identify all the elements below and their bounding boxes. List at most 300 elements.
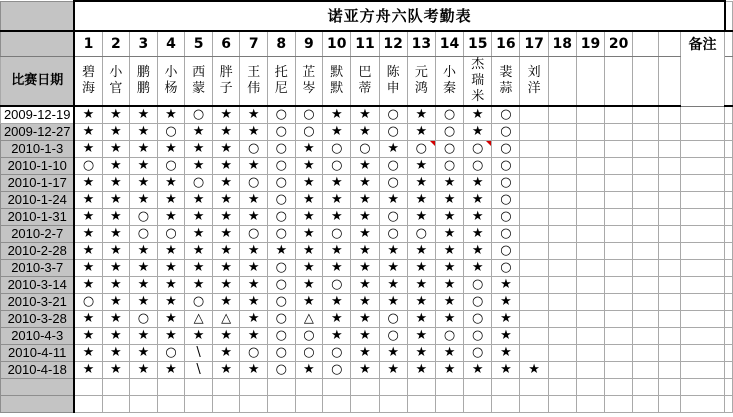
attendance-mark[interactable]: ★ bbox=[379, 259, 407, 276]
attendance-mark[interactable]: ★ bbox=[157, 242, 185, 259]
attendance-mark[interactable]: ★ bbox=[295, 140, 323, 157]
attendance-mark[interactable]: ★ bbox=[407, 310, 435, 327]
attendance-mark[interactable]: ★ bbox=[492, 276, 520, 293]
attendance-mark[interactable]: ★ bbox=[185, 242, 213, 259]
attendance-mark[interactable]: ○ bbox=[464, 140, 492, 157]
player-name-cell[interactable] bbox=[351, 56, 379, 106]
attendance-mark[interactable] bbox=[548, 242, 576, 259]
attendance-mark[interactable]: ★ bbox=[351, 276, 379, 293]
attendance-mark[interactable]: ○ bbox=[492, 208, 520, 225]
attendance-mark[interactable]: ○ bbox=[492, 157, 520, 174]
row-header-cell[interactable] bbox=[1, 1, 75, 31]
attendance-mark[interactable]: ★ bbox=[407, 327, 435, 344]
attendance-mark[interactable] bbox=[605, 140, 633, 157]
cell[interactable] bbox=[464, 378, 492, 395]
attendance-mark[interactable]: ○ bbox=[268, 259, 296, 276]
remark-cell[interactable] bbox=[680, 191, 725, 208]
attendance-mark[interactable]: ○ bbox=[295, 106, 323, 123]
attendance-mark[interactable] bbox=[520, 259, 548, 276]
cell[interactable] bbox=[725, 1, 733, 31]
attendance-mark[interactable]: ○ bbox=[435, 327, 463, 344]
column-number[interactable]: 14 bbox=[435, 31, 463, 56]
attendance-mark[interactable]: ★ bbox=[407, 174, 435, 191]
attendance-mark[interactable]: ★ bbox=[295, 157, 323, 174]
cell[interactable] bbox=[658, 395, 680, 412]
attendance-mark[interactable]: ★ bbox=[102, 293, 130, 310]
cell[interactable] bbox=[464, 395, 492, 412]
cell[interactable] bbox=[633, 225, 658, 242]
attendance-mark[interactable]: ○ bbox=[295, 327, 323, 344]
attendance-mark[interactable]: ★ bbox=[351, 123, 379, 140]
player-name-cell[interactable] bbox=[157, 56, 185, 106]
attendance-mark[interactable]: \ bbox=[185, 344, 213, 361]
attendance-mark[interactable]: ★ bbox=[185, 123, 213, 140]
attendance-mark[interactable]: ★ bbox=[379, 293, 407, 310]
cell[interactable] bbox=[576, 378, 604, 395]
cell[interactable] bbox=[658, 293, 680, 310]
attendance-mark[interactable]: ★ bbox=[212, 208, 240, 225]
attendance-mark[interactable]: ★ bbox=[185, 276, 213, 293]
player-name-cell[interactable] bbox=[576, 56, 604, 106]
cell[interactable] bbox=[633, 174, 658, 191]
player-name-cell[interactable] bbox=[268, 56, 296, 106]
cell[interactable] bbox=[633, 276, 658, 293]
cell[interactable] bbox=[658, 378, 680, 395]
cell[interactable] bbox=[658, 276, 680, 293]
attendance-mark[interactable] bbox=[548, 157, 576, 174]
cell[interactable] bbox=[725, 157, 733, 174]
attendance-mark[interactable]: ★ bbox=[157, 191, 185, 208]
attendance-mark[interactable]: ★ bbox=[240, 123, 268, 140]
attendance-mark[interactable] bbox=[548, 259, 576, 276]
attendance-mark[interactable]: ★ bbox=[295, 242, 323, 259]
row-header-cell[interactable] bbox=[1, 378, 75, 395]
attendance-mark[interactable]: ★ bbox=[130, 106, 158, 123]
attendance-mark[interactable] bbox=[520, 208, 548, 225]
attendance-mark[interactable] bbox=[605, 344, 633, 361]
cell[interactable] bbox=[725, 174, 733, 191]
cell[interactable] bbox=[576, 395, 604, 412]
attendance-mark[interactable] bbox=[548, 276, 576, 293]
attendance-mark[interactable]: ○ bbox=[492, 174, 520, 191]
attendance-mark[interactable] bbox=[605, 208, 633, 225]
cell[interactable] bbox=[658, 106, 680, 123]
attendance-mark[interactable]: ★ bbox=[435, 191, 463, 208]
remark-cell[interactable] bbox=[680, 242, 725, 259]
attendance-mark[interactable]: ○ bbox=[323, 140, 351, 157]
attendance-mark[interactable]: ★ bbox=[351, 361, 379, 378]
attendance-mark[interactable] bbox=[576, 140, 604, 157]
attendance-mark[interactable] bbox=[520, 276, 548, 293]
column-number[interactable]: 6 bbox=[212, 31, 240, 56]
column-number[interactable]: 3 bbox=[130, 31, 158, 56]
cell[interactable] bbox=[658, 225, 680, 242]
attendance-mark[interactable] bbox=[576, 174, 604, 191]
attendance-mark[interactable]: ○ bbox=[185, 106, 213, 123]
cell[interactable] bbox=[658, 31, 680, 56]
attendance-mark[interactable]: ★ bbox=[157, 208, 185, 225]
column-number[interactable]: 4 bbox=[157, 31, 185, 56]
cell[interactable] bbox=[379, 395, 407, 412]
attendance-mark[interactable]: ★ bbox=[74, 174, 102, 191]
attendance-mark[interactable] bbox=[576, 293, 604, 310]
attendance-mark[interactable]: ★ bbox=[351, 191, 379, 208]
cell[interactable] bbox=[680, 395, 725, 412]
attendance-mark[interactable] bbox=[605, 293, 633, 310]
cell[interactable] bbox=[633, 293, 658, 310]
attendance-mark[interactable] bbox=[520, 174, 548, 191]
attendance-mark[interactable]: ○ bbox=[323, 157, 351, 174]
attendance-mark[interactable] bbox=[548, 140, 576, 157]
attendance-mark[interactable] bbox=[548, 191, 576, 208]
cell[interactable] bbox=[725, 106, 733, 123]
attendance-mark[interactable]: ○ bbox=[74, 157, 102, 174]
attendance-mark[interactable]: ★ bbox=[74, 259, 102, 276]
attendance-mark[interactable]: ★ bbox=[323, 208, 351, 225]
attendance-mark[interactable]: ★ bbox=[464, 106, 492, 123]
attendance-mark[interactable]: ★ bbox=[435, 259, 463, 276]
attendance-mark[interactable]: ★ bbox=[351, 174, 379, 191]
attendance-mark[interactable]: ★ bbox=[295, 191, 323, 208]
attendance-mark[interactable]: ★ bbox=[407, 191, 435, 208]
cell[interactable] bbox=[658, 191, 680, 208]
attendance-mark[interactable] bbox=[576, 259, 604, 276]
attendance-mark[interactable]: ★ bbox=[492, 310, 520, 327]
cell[interactable] bbox=[548, 378, 576, 395]
attendance-mark[interactable]: ★ bbox=[351, 242, 379, 259]
cell[interactable] bbox=[605, 378, 633, 395]
attendance-mark[interactable]: ★ bbox=[212, 225, 240, 242]
player-name-cell[interactable] bbox=[407, 56, 435, 106]
attendance-mark[interactable]: ★ bbox=[435, 293, 463, 310]
cell[interactable] bbox=[212, 378, 240, 395]
match-date[interactable]: 2010-1-10 bbox=[1, 157, 75, 174]
cell[interactable] bbox=[351, 378, 379, 395]
attendance-mark[interactable]: ★ bbox=[492, 327, 520, 344]
cell[interactable] bbox=[725, 361, 733, 378]
attendance-mark[interactable]: ★ bbox=[185, 327, 213, 344]
attendance-mark[interactable] bbox=[605, 174, 633, 191]
cell[interactable] bbox=[633, 327, 658, 344]
cell[interactable] bbox=[725, 242, 733, 259]
attendance-mark[interactable]: ○ bbox=[268, 208, 296, 225]
cell[interactable] bbox=[212, 395, 240, 412]
cell[interactable] bbox=[74, 395, 102, 412]
cell[interactable] bbox=[102, 378, 130, 395]
column-number[interactable]: 20 bbox=[605, 31, 633, 56]
attendance-mark[interactable]: ★ bbox=[212, 259, 240, 276]
attendance-mark[interactable]: ○ bbox=[492, 106, 520, 123]
attendance-mark[interactable]: ★ bbox=[323, 191, 351, 208]
attendance-mark[interactable]: ○ bbox=[435, 140, 463, 157]
column-number[interactable]: 12 bbox=[379, 31, 407, 56]
attendance-mark[interactable]: ★ bbox=[295, 361, 323, 378]
attendance-mark[interactable] bbox=[520, 140, 548, 157]
attendance-mark[interactable]: ★ bbox=[102, 327, 130, 344]
attendance-mark[interactable]: ★ bbox=[212, 157, 240, 174]
attendance-mark[interactable]: ★ bbox=[240, 191, 268, 208]
attendance-mark[interactable]: ★ bbox=[464, 361, 492, 378]
cell[interactable] bbox=[633, 31, 658, 56]
cell[interactable] bbox=[633, 191, 658, 208]
attendance-mark[interactable] bbox=[605, 310, 633, 327]
cell[interactable] bbox=[185, 395, 213, 412]
attendance-mark[interactable]: ★ bbox=[295, 293, 323, 310]
attendance-mark[interactable]: ○ bbox=[464, 157, 492, 174]
cell[interactable] bbox=[725, 276, 733, 293]
attendance-mark[interactable]: ○ bbox=[464, 344, 492, 361]
attendance-mark[interactable]: ★ bbox=[407, 123, 435, 140]
attendance-mark[interactable] bbox=[520, 106, 548, 123]
cell[interactable] bbox=[725, 378, 733, 395]
column-number[interactable]: 10 bbox=[323, 31, 351, 56]
attendance-mark[interactable]: ★ bbox=[185, 157, 213, 174]
attendance-mark[interactable] bbox=[548, 106, 576, 123]
attendance-mark[interactable]: ★ bbox=[407, 344, 435, 361]
cell[interactable] bbox=[520, 395, 548, 412]
attendance-mark[interactable]: ★ bbox=[185, 259, 213, 276]
remark-cell[interactable] bbox=[680, 344, 725, 361]
attendance-mark[interactable]: ★ bbox=[157, 310, 185, 327]
attendance-mark[interactable]: ★ bbox=[435, 225, 463, 242]
sheet-title[interactable]: 诺亚方舟六队考勤表 bbox=[74, 1, 724, 31]
attendance-mark[interactable]: ★ bbox=[407, 208, 435, 225]
attendance-mark[interactable]: ★ bbox=[323, 106, 351, 123]
attendance-mark[interactable]: ★ bbox=[464, 174, 492, 191]
attendance-mark[interactable] bbox=[576, 242, 604, 259]
attendance-mark[interactable]: ★ bbox=[74, 361, 102, 378]
attendance-mark[interactable] bbox=[576, 123, 604, 140]
attendance-mark[interactable]: ○ bbox=[464, 327, 492, 344]
attendance-mark[interactable] bbox=[520, 344, 548, 361]
player-name-cell[interactable] bbox=[520, 56, 548, 106]
attendance-mark[interactable] bbox=[605, 276, 633, 293]
attendance-mark[interactable]: ★ bbox=[212, 276, 240, 293]
attendance-mark[interactable]: ○ bbox=[157, 123, 185, 140]
cell[interactable] bbox=[548, 395, 576, 412]
player-name-cell[interactable] bbox=[74, 56, 102, 106]
cell[interactable] bbox=[295, 378, 323, 395]
match-date[interactable]: 2010-4-11 bbox=[1, 344, 75, 361]
match-date[interactable]: 2010-4-3 bbox=[1, 327, 75, 344]
attendance-mark[interactable]: ★ bbox=[157, 259, 185, 276]
player-name-cell[interactable] bbox=[435, 56, 463, 106]
column-number[interactable]: 7 bbox=[240, 31, 268, 56]
cell[interactable] bbox=[633, 259, 658, 276]
attendance-mark[interactable] bbox=[605, 327, 633, 344]
attendance-mark[interactable]: ○ bbox=[492, 242, 520, 259]
attendance-mark[interactable]: ○ bbox=[379, 225, 407, 242]
attendance-mark[interactable]: ★ bbox=[351, 293, 379, 310]
attendance-mark[interactable] bbox=[576, 344, 604, 361]
match-date[interactable]: 2010-3-21 bbox=[1, 293, 75, 310]
attendance-mark[interactable]: ★ bbox=[130, 293, 158, 310]
attendance-mark[interactable]: ★ bbox=[157, 327, 185, 344]
attendance-mark[interactable]: ★ bbox=[157, 140, 185, 157]
cell[interactable] bbox=[658, 361, 680, 378]
column-number[interactable]: 16 bbox=[492, 31, 520, 56]
attendance-mark[interactable]: ★ bbox=[74, 191, 102, 208]
attendance-mark[interactable]: ○ bbox=[435, 106, 463, 123]
attendance-mark[interactable]: ○ bbox=[268, 140, 296, 157]
attendance-mark[interactable]: ★ bbox=[464, 123, 492, 140]
attendance-mark[interactable] bbox=[576, 361, 604, 378]
cell[interactable] bbox=[633, 140, 658, 157]
match-date[interactable]: 2009-12-27 bbox=[1, 123, 75, 140]
cell[interactable] bbox=[725, 344, 733, 361]
attendance-mark[interactable]: ★ bbox=[323, 327, 351, 344]
attendance-mark[interactable]: ○ bbox=[492, 191, 520, 208]
attendance-mark[interactable]: ★ bbox=[102, 208, 130, 225]
cell[interactable] bbox=[725, 123, 733, 140]
attendance-mark[interactable] bbox=[548, 174, 576, 191]
cell[interactable] bbox=[725, 395, 733, 412]
player-name-cell[interactable] bbox=[102, 56, 130, 106]
attendance-mark[interactable]: ○ bbox=[379, 106, 407, 123]
attendance-mark[interactable] bbox=[520, 327, 548, 344]
attendance-mark[interactable]: ★ bbox=[435, 208, 463, 225]
attendance-mark[interactable]: ★ bbox=[102, 259, 130, 276]
attendance-mark[interactable]: ○ bbox=[268, 276, 296, 293]
column-number[interactable]: 15 bbox=[464, 31, 492, 56]
attendance-mark[interactable]: ○ bbox=[240, 140, 268, 157]
attendance-mark[interactable]: ★ bbox=[464, 208, 492, 225]
attendance-mark[interactable] bbox=[548, 293, 576, 310]
attendance-mark[interactable]: \ bbox=[185, 361, 213, 378]
cell[interactable] bbox=[680, 378, 725, 395]
cell[interactable] bbox=[605, 395, 633, 412]
attendance-mark[interactable]: ★ bbox=[240, 259, 268, 276]
attendance-mark[interactable]: ○ bbox=[268, 344, 296, 361]
player-name-cell[interactable] bbox=[464, 56, 492, 106]
cell[interactable] bbox=[725, 56, 733, 106]
attendance-mark[interactable]: ★ bbox=[351, 259, 379, 276]
player-name-cell[interactable] bbox=[130, 56, 158, 106]
attendance-mark[interactable]: ○ bbox=[492, 259, 520, 276]
cell[interactable] bbox=[725, 31, 733, 56]
attendance-mark[interactable] bbox=[548, 344, 576, 361]
attendance-mark[interactable]: ○ bbox=[185, 293, 213, 310]
player-name-cell[interactable] bbox=[605, 56, 633, 106]
attendance-mark[interactable] bbox=[548, 327, 576, 344]
attendance-mark[interactable]: ★ bbox=[130, 276, 158, 293]
player-name-cell[interactable] bbox=[240, 56, 268, 106]
attendance-mark[interactable]: ★ bbox=[464, 225, 492, 242]
cell[interactable] bbox=[520, 378, 548, 395]
attendance-mark[interactable]: ○ bbox=[323, 225, 351, 242]
match-date[interactable]: 2010-2-28 bbox=[1, 242, 75, 259]
cell[interactable] bbox=[633, 344, 658, 361]
attendance-mark[interactable]: ○ bbox=[268, 225, 296, 242]
attendance-mark[interactable]: ★ bbox=[268, 242, 296, 259]
attendance-mark[interactable]: ○ bbox=[268, 327, 296, 344]
attendance-mark[interactable]: ★ bbox=[74, 242, 102, 259]
cell[interactable] bbox=[658, 174, 680, 191]
attendance-mark[interactable]: ★ bbox=[435, 361, 463, 378]
attendance-mark[interactable]: ○ bbox=[268, 191, 296, 208]
attendance-mark[interactable]: ★ bbox=[102, 123, 130, 140]
attendance-mark[interactable] bbox=[548, 225, 576, 242]
attendance-mark[interactable]: ○ bbox=[379, 310, 407, 327]
attendance-mark[interactable] bbox=[520, 157, 548, 174]
attendance-mark[interactable]: ○ bbox=[323, 276, 351, 293]
attendance-mark[interactable]: ★ bbox=[295, 225, 323, 242]
attendance-mark[interactable]: ★ bbox=[212, 242, 240, 259]
attendance-mark[interactable]: ★ bbox=[464, 242, 492, 259]
attendance-mark[interactable]: ○ bbox=[268, 174, 296, 191]
player-name-cell[interactable] bbox=[212, 56, 240, 106]
attendance-mark[interactable] bbox=[548, 123, 576, 140]
attendance-mark[interactable]: ★ bbox=[407, 106, 435, 123]
match-date[interactable]: 2010-3-14 bbox=[1, 276, 75, 293]
attendance-mark[interactable]: ★ bbox=[435, 344, 463, 361]
attendance-mark[interactable] bbox=[605, 361, 633, 378]
attendance-mark[interactable]: ○ bbox=[157, 344, 185, 361]
attendance-mark[interactable]: ○ bbox=[130, 310, 158, 327]
attendance-mark[interactable]: ★ bbox=[130, 344, 158, 361]
attendance-mark[interactable]: ○ bbox=[268, 310, 296, 327]
attendance-mark[interactable]: ★ bbox=[379, 344, 407, 361]
attendance-mark[interactable] bbox=[605, 157, 633, 174]
cell[interactable] bbox=[157, 395, 185, 412]
attendance-mark[interactable] bbox=[605, 225, 633, 242]
cell[interactable] bbox=[658, 310, 680, 327]
attendance-mark[interactable]: ○ bbox=[268, 157, 296, 174]
attendance-mark[interactable]: ○ bbox=[268, 293, 296, 310]
cell[interactable] bbox=[323, 395, 351, 412]
remark-cell[interactable] bbox=[680, 157, 725, 174]
attendance-mark[interactable]: ★ bbox=[240, 208, 268, 225]
remark-cell[interactable] bbox=[680, 276, 725, 293]
attendance-mark[interactable]: ○ bbox=[268, 123, 296, 140]
cell[interactable] bbox=[185, 378, 213, 395]
attendance-mark[interactable]: ★ bbox=[323, 259, 351, 276]
attendance-mark[interactable]: ★ bbox=[240, 106, 268, 123]
attendance-mark[interactable]: ○ bbox=[464, 293, 492, 310]
attendance-mark[interactable]: ★ bbox=[212, 174, 240, 191]
attendance-mark[interactable]: ★ bbox=[492, 361, 520, 378]
cell[interactable] bbox=[295, 395, 323, 412]
remark-header[interactable]: 备注 bbox=[680, 31, 725, 106]
match-date[interactable]: 2010-1-31 bbox=[1, 208, 75, 225]
attendance-mark[interactable]: ★ bbox=[74, 106, 102, 123]
cell[interactable] bbox=[658, 123, 680, 140]
cell[interactable] bbox=[633, 106, 658, 123]
attendance-mark[interactable] bbox=[548, 361, 576, 378]
match-date[interactable]: 2009-12-19 bbox=[1, 106, 75, 123]
attendance-mark[interactable]: ★ bbox=[520, 361, 548, 378]
cell[interactable] bbox=[633, 361, 658, 378]
column-number[interactable]: 5 bbox=[185, 31, 213, 56]
attendance-mark[interactable]: ○ bbox=[130, 225, 158, 242]
match-date[interactable]: 2010-2-7 bbox=[1, 225, 75, 242]
attendance-mark[interactable] bbox=[605, 123, 633, 140]
attendance-mark[interactable]: ★ bbox=[102, 225, 130, 242]
attendance-mark[interactable]: ★ bbox=[240, 242, 268, 259]
cell[interactable] bbox=[268, 395, 296, 412]
match-date[interactable]: 2010-3-7 bbox=[1, 259, 75, 276]
cell[interactable] bbox=[379, 378, 407, 395]
attendance-mark[interactable]: ★ bbox=[130, 140, 158, 157]
attendance-mark[interactable]: ★ bbox=[492, 293, 520, 310]
attendance-mark[interactable] bbox=[605, 242, 633, 259]
attendance-mark[interactable]: ★ bbox=[351, 106, 379, 123]
attendance-mark[interactable]: ★ bbox=[295, 276, 323, 293]
attendance-mark[interactable] bbox=[576, 191, 604, 208]
player-name-cell[interactable] bbox=[492, 56, 520, 106]
attendance-mark[interactable] bbox=[576, 106, 604, 123]
attendance-mark[interactable]: ★ bbox=[212, 327, 240, 344]
